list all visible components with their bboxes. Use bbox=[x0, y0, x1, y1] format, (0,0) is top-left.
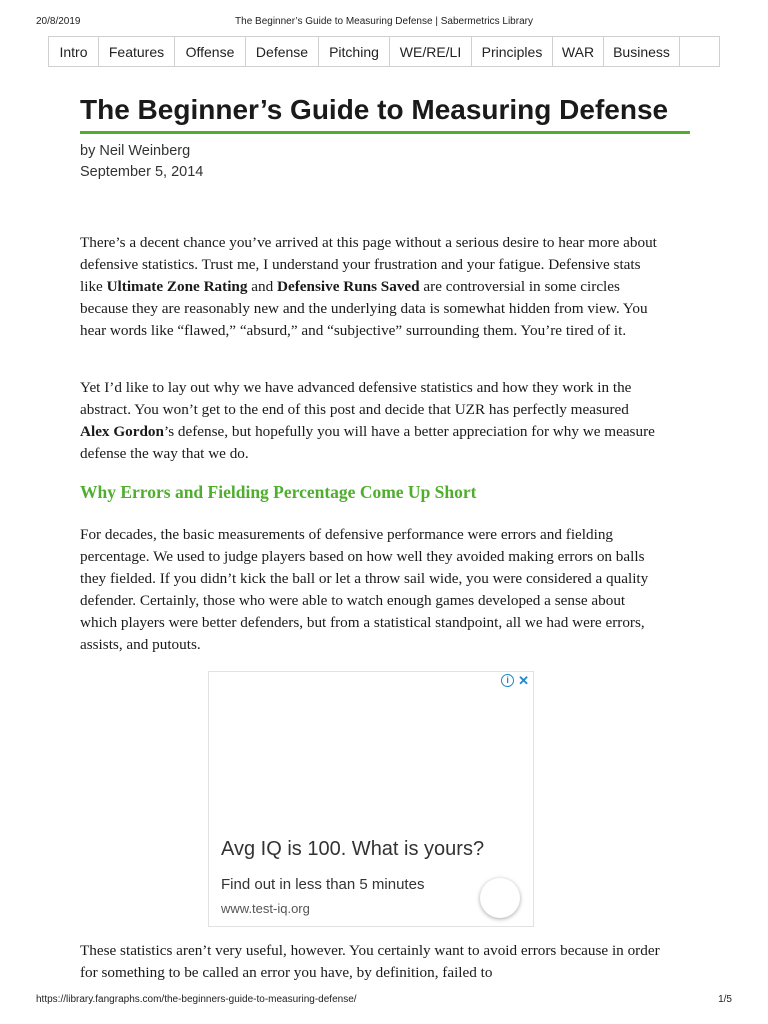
nav-item-principles[interactable]: Principles bbox=[472, 37, 553, 66]
print-page-number: 1/5 bbox=[718, 994, 732, 1005]
byline bbox=[80, 141, 690, 183]
paragraph-3: For decades, the basic measurements of defensive performance were errors and fielding percentage. We used to judge players based on how well they avoided making errors on balls they fielded. If you didn’t kick the ball or let a throw sail wide, you were considered a quality defender. Certainly, those who were able to watch enough games developed a sense about which players were better defenders, but from a statistical standpoint, all we had were errors, assists, and putouts. bbox=[80, 526, 649, 653]
link-alex-gordon[interactable]: Alex Gordon bbox=[80, 423, 164, 440]
nav-item-defense[interactable]: Defense bbox=[246, 37, 319, 66]
nav-item-empty bbox=[680, 37, 719, 66]
ad-controls bbox=[501, 674, 529, 687]
section-heading: Why Errors and Fielding Percentage Come Up Short bbox=[80, 482, 477, 502]
ad-open-button[interactable] bbox=[480, 878, 520, 918]
nav-item-pitching[interactable]: Pitching bbox=[319, 37, 390, 66]
print-footer bbox=[36, 994, 732, 1008]
ad-subtext: Find out in less than 5 minutes bbox=[221, 876, 425, 893]
author: by Neil Weinberg bbox=[80, 143, 191, 159]
article-title: The Beginner’s Guide to Measuring Defense bbox=[80, 92, 690, 134]
print-url: https://library.fangraphs.com/the-beginners-guide-to-measuring-defense/ bbox=[36, 994, 357, 1005]
link-ultimate-zone-rating[interactable]: Ultimate Zone Rating bbox=[106, 278, 248, 295]
nav-item-war[interactable]: WAR bbox=[553, 37, 604, 66]
paragraph-4: These statistics aren’t very useful, however. You certainly want to avoid errors because in order for something to be called an error you have, by definition, failed to bbox=[80, 942, 660, 981]
section-nav bbox=[48, 36, 720, 67]
ad-close-icon[interactable]: ✕ bbox=[518, 673, 529, 688]
publish-date: September 5, 2014 bbox=[80, 164, 204, 180]
link-defensive-runs-saved[interactable]: Defensive Runs Saved bbox=[277, 278, 420, 295]
nav-item-intro[interactable]: Intro bbox=[49, 37, 99, 66]
print-page-title: The Beginner’s Guide to Measuring Defense | Sabermetrics Library bbox=[235, 16, 533, 27]
nav-item-we-re-li[interactable]: WE/RE/LI bbox=[390, 37, 472, 66]
adchoices-info-icon[interactable]: i bbox=[501, 674, 514, 687]
paragraph-2: Yet I’d like to lay out why we have advanced defensive statistics and how they work in the abstract. You won’t get to the end of this post and decide that UZR has perfectly measured Alex Gordon’s defense, but hopefully you will have a better appreciation for why we measure defense the way that we do. bbox=[80, 379, 655, 462]
nav-item-features[interactable]: Features bbox=[99, 37, 175, 66]
advertisement[interactable] bbox=[208, 671, 534, 927]
nav-item-business[interactable]: Business bbox=[604, 37, 680, 66]
ad-domain: www.test-iq.org bbox=[221, 901, 310, 916]
ad-headline[interactable]: Avg IQ is 100. What is yours? bbox=[221, 838, 485, 860]
paragraph-1: There’s a decent chance you’ve arrived at this page without a serious desire to hear more about defensive statistics. Trust me, I understand your frustration and your fatigue. Defensive stats like Ultimate Zone Rating and Defensive Runs Saved are controversial in some circles because they are reasonably new and the underlying data is somewhat hidden from view. You hear words like “flawed,” “absurd,” and “subjective” surrounding them. You’re tired of it. bbox=[80, 234, 657, 339]
print-header bbox=[36, 16, 732, 30]
print-date: 20/8/2019 bbox=[36, 16, 81, 27]
nav-item-offense[interactable]: Offense bbox=[175, 37, 246, 66]
